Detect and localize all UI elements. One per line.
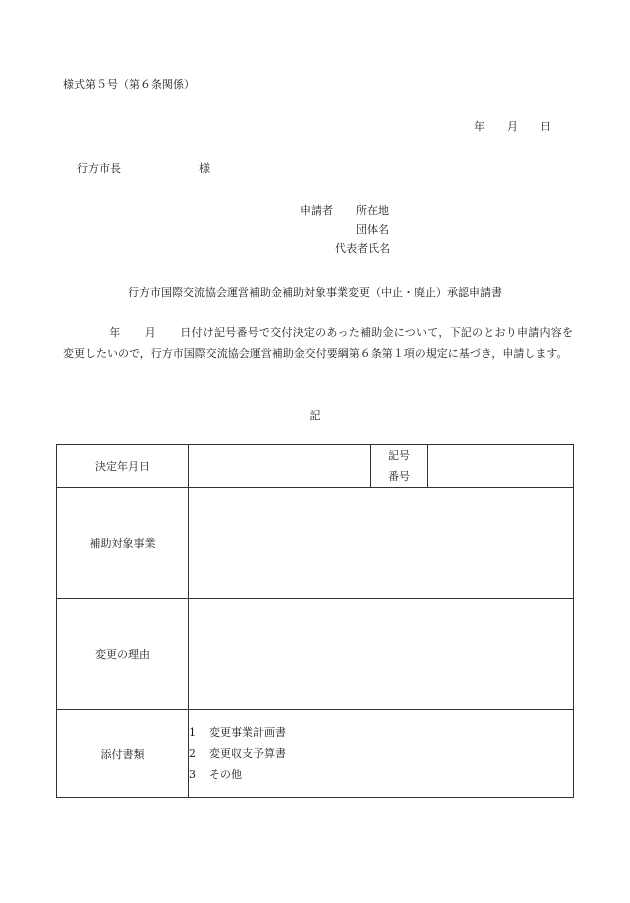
date-year: 年 [474,120,485,133]
number-label: 番号 [388,470,410,483]
code-label: 記号 [388,449,410,462]
ki-heading: 記 [309,409,321,422]
addressee [77,160,210,176]
decision-date-value [189,445,371,488]
code-number-value [428,445,574,488]
applicant-rep-label: 代表者氏名 [335,242,390,255]
date-day: 日 [540,120,551,133]
decision-date-row [57,445,574,488]
project-label: 補助対象事業 [57,488,189,599]
body-text: 日付け記号番号で交付決定のあった補助金について，下記のとおり申請内容を変更したいので，行方市国際交流協会運営補助金交付要綱第６条第１項の規定に基づき，申請します。 [63,326,574,360]
list-item: 2 変更収支予算書 [189,747,286,760]
decision-date-label: 決定年月日 [57,445,189,488]
reason-row [57,599,574,710]
list-item: 1 変更事業計画書 [189,726,286,739]
form-number-label: 様式第５号（第６条関係） [63,78,195,91]
addressee-honorific: 様 [199,162,210,175]
document-title: 行方市国際交流協会運営補助金補助対象事業変更（中止・廃止）承認申請書 [128,286,502,299]
project-value [189,488,574,599]
addressee-name: 行方市長 [77,162,121,175]
attachments-row [57,710,574,798]
body-paragraph [63,322,573,364]
code-number-label [371,445,428,488]
reason-value [189,599,574,710]
applicant-address-label: 所在地 [356,204,389,217]
attachments-label: 添付書類 [57,710,189,798]
attachments-list [189,710,574,798]
applicant-role: 申請者 [300,204,333,217]
project-row [57,488,574,599]
body-month: 月 [144,326,156,339]
date-line [474,118,551,134]
list-item: 3 その他 [189,768,242,781]
applicant-block [300,201,420,261]
date-month: 月 [507,120,518,133]
body-year: 年 [109,326,121,339]
reason-label: 変更の理由 [57,599,189,710]
detail-table [56,444,574,798]
applicant-org-label: 団体名 [356,223,389,236]
